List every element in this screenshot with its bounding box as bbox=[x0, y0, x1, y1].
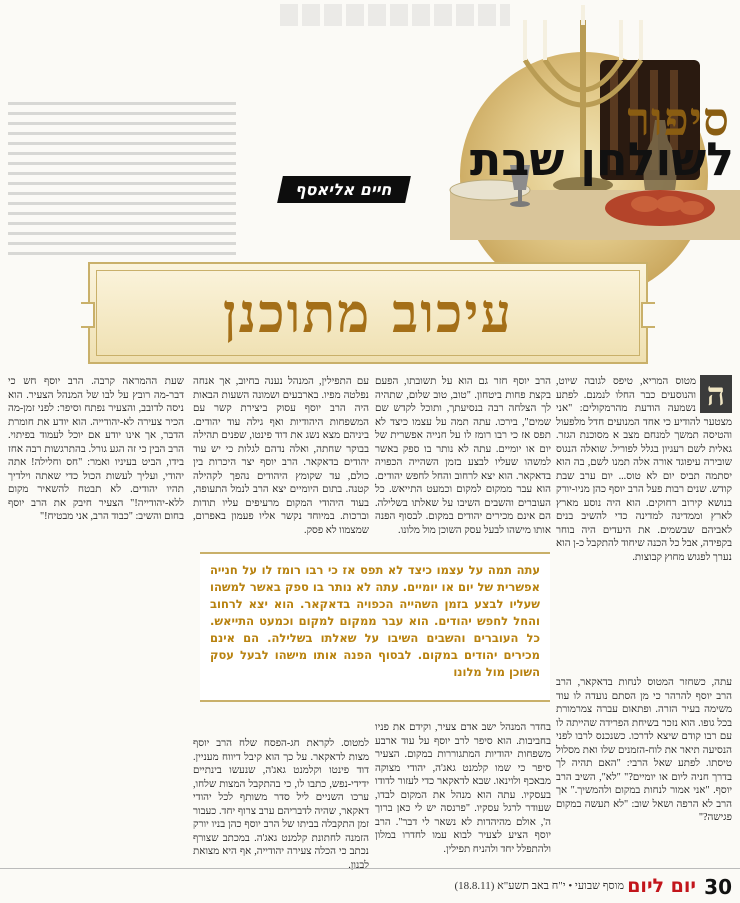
story-title: עיכוב מתוכנן bbox=[222, 281, 514, 345]
page-footer bbox=[0, 868, 740, 903]
paragraph: עתה, כשחזר המטוס לנחות בדאקאר, הרב הרב יוסף להרהר כי מן הסתם נועדה לו עוד משימה בעיר הזרה. ופתאום עברה צמרמורת בכל גופו. הוא נזכר בשיחת הפרידה שהייתה לו עם רבו קודם שיצא לדרכו. כשנכנס לרבו לפני הנסיעה תיאר את לוח-הזמנים שלו ואת מסלול טיסתו. לפתע שאל הרבי: "האם תהיה לך בדרך חניה ליום או יומיים?" "לא", השיב הרב יוסף. "אני אמור לנחות במקום ולהמשיך." אך הרב לא הרפה ושאל שוב: "לא תעשה במקום פגישה?" bbox=[556, 677, 732, 823]
paragraph: שעת ההמראה קרבה. הרב יוסף חש כי דבר-מה רובץ על לבו של המנהל הצעיר. הוא ניסה לדובב, והצעיר נפתח וסיפר: לפני זמן-מה הכיר צעירה לא-יהודייה. הוא יודע את חומרת הדבר, אך אינו יודע אם יוכל לעמוד בפיתוי. הרב הבין כי זה הגע גורל. בהתרגשות רבה אחז בידו, הביט בעיניו ואמר: "חס וחלילה! אתה יהודי, ועליך לעשות הכול כדי שאתה וילדיך תהיו יהודים. לא תבטח להשאיר מקום ללא-יהודייה!" הצעיר חיבק את הרב יוסף בחום והשיב: "כבוד הרב, אני מבטיח!" bbox=[8, 376, 184, 522]
banner-notch-left bbox=[81, 302, 95, 328]
issue-info: מוסף שבועי • י"ח באב תשע"א (18.8.11) bbox=[454, 880, 624, 892]
paragraph: בחדר המנהל ישב אדם צעיר, וקידם את פניו בחביבות. הוא סיפר לרב יוסף על עוד ארבע משפחות יהודיות המתגוררות במקום. הצעיר סיפר כי שמו קלמנט גאג'ה, יהודי מצוקה מבאכף ולוינאו. שבא לדאקאר כדי לעזור לדודו בעסקיו. עתה הוא מנהל את המקום לבדו, שעודר לרגל עסקיו. "פרנסה יש לי כאן ברוך ה', אולם מהיהדות לא נשאר לי דבר". הרב יוסף הציע לצעיר לבוא עמו לחדרו במלון ולהתפלל יחד ולהניח תפילין. bbox=[375, 722, 551, 855]
story-title-banner bbox=[88, 262, 648, 364]
column-title: לשולחן שבת bbox=[469, 132, 734, 186]
article-column-4 bbox=[8, 375, 184, 524]
paragraph: עם התפילין, המנהל נענה בחיוב, אך אנחה נפלטה מפיו. בארבעים ושמונה השעות הבאות היה הרב יוסף עסוק ביצירת קשר עם המשפחות היהודיות ואף גילה עוד יהודים. ביניהם מצא נשג את דוד פינטו, שפנים תהילה בבוקר שחתה, ואלה נדהם לגלות כי יש עוד יהודים בדאקאר. הרב יוסף יצר היכרות בין כולם, עד שקומץ היהודים נהפך לקהילה קטנה. בתום היומיים יצא הרב לנמל התעופה, בעוד היהודי המקום מרעיפים עליו תודות וברכות. במיוחד נקשר אליו פעמון באפרום, שמצמוו לא פסק. bbox=[193, 376, 369, 536]
bleed-through-column bbox=[2, 95, 242, 255]
paragraph: הרב יוסף חזר גם הוא על תשובתו, הפעם בקצת פחות ביטחון. "טוב, טוב שלום, שתהיה לך הצלחה רבה בנסיעתך, ותוכל לקדש שם שמים", בירכו. עתה תמה על עצמו כיצד לא תפס אז כי רבו רומז לו על חנייה אפשרית של יום או יומיים. עתה לא נותר בו ספק באשר למשהו שעליו לבצע בזמן השהייה הכפויה בדאקאר. הוא יצא לרחוב והחל לחפש יהודים. הוא עבר ממקום למקום וכמעט התייאש. כל העוברים והשבים השיבו על שאלתו בשלילה. הם אינם מכירים יהודים במקום. לבסוף הפנה אותו מישהו לבעל עסק השוכן מול מלונו. bbox=[375, 376, 551, 536]
article-column-1 bbox=[556, 375, 732, 825]
section-kicker: סיפור bbox=[627, 92, 730, 146]
banner-frame bbox=[96, 270, 640, 356]
paragraph: מטוס המריא, טיפס לגובה שיוט, והנוסעים כבר החלו לנמנם. לפתע נשמעה הודעת מהרמקולים: "אני מצטער להודיע כי אחד המנועים חדל מלפעול והטיסה תמשך למנחם מצב א מסוכנת הגזר. גאלית לשם רעגיון בגלל לפוריל. שואלה הנגוס שובירה עיפוגד אורה אלה תמנו לשם, בה הוא יסתמה תביס יום לא טוס... יום ערב שבת קודש. שנים רבות פעל הרב יוסף כהן מניו-יורק בנושא קירוב רחוקים. הוא היה נוסע מארץ לארץ וממדינה למדינה כדי להשיב בנים לאביהם שבשמים. את היעדים היה בוחר בקפידה, אבל כל הכנה שיחוד להתקבל כ-ן הוא נערך לפגוש מחוץ קבוצות. bbox=[556, 376, 732, 563]
drop-cap: ה bbox=[700, 375, 732, 413]
publication-logo: יום ליום bbox=[627, 875, 696, 897]
author-byline: חיים אליאסף bbox=[277, 176, 411, 203]
paragraph: למטוס. לקראת חג-הפסח שלח הרב יוסף מצות לדאקאר. על כך הוא קיבל דיווח מעניין. דוד פינטו וקלמנט גאג'ה, שנעשו בינתיים ידידי-נפש, כתבו לו, כי בהתקבל המצות שלחו, ערכו השניים ליל סדר משותף לכל יהודי דאקאר, שהיה לדבריהם ערב צרוף יחד. כעבור זמן התקבלה בביתו של הרב יוסף כהן בניו יורק הזמנה לחתונת קלמנט גאג'ה. במכתב שצורף נכתב כי הכלה צעירה יהודייה, אף היא מצואת לבנון. bbox=[193, 738, 369, 871]
pull-quote: עתה תמה על עצמו כיצד לא תפס אז כי רבו רומז לו על חנייה אפשרית של יום או יומיים. עתה לא נותר בו ספק באשר למשהו שעליו לבצע בזמן השהייה הכפויה בדאקאר. הוא יצא לרחוב והחל לחפש יהודים. הוא עבר ממקום למקום וכמעט התייאש. כל העוברים והשבים השיבו על שאלתו בשלילה. הם אינם מכירים יהודים במקום. לבסוף הפנה אותו מישהו לבעל עסק השוכן מול מלונו bbox=[200, 552, 550, 702]
article-header bbox=[0, 0, 740, 262]
page-number: 30 bbox=[704, 875, 732, 899]
banner-notch-right bbox=[641, 302, 655, 328]
